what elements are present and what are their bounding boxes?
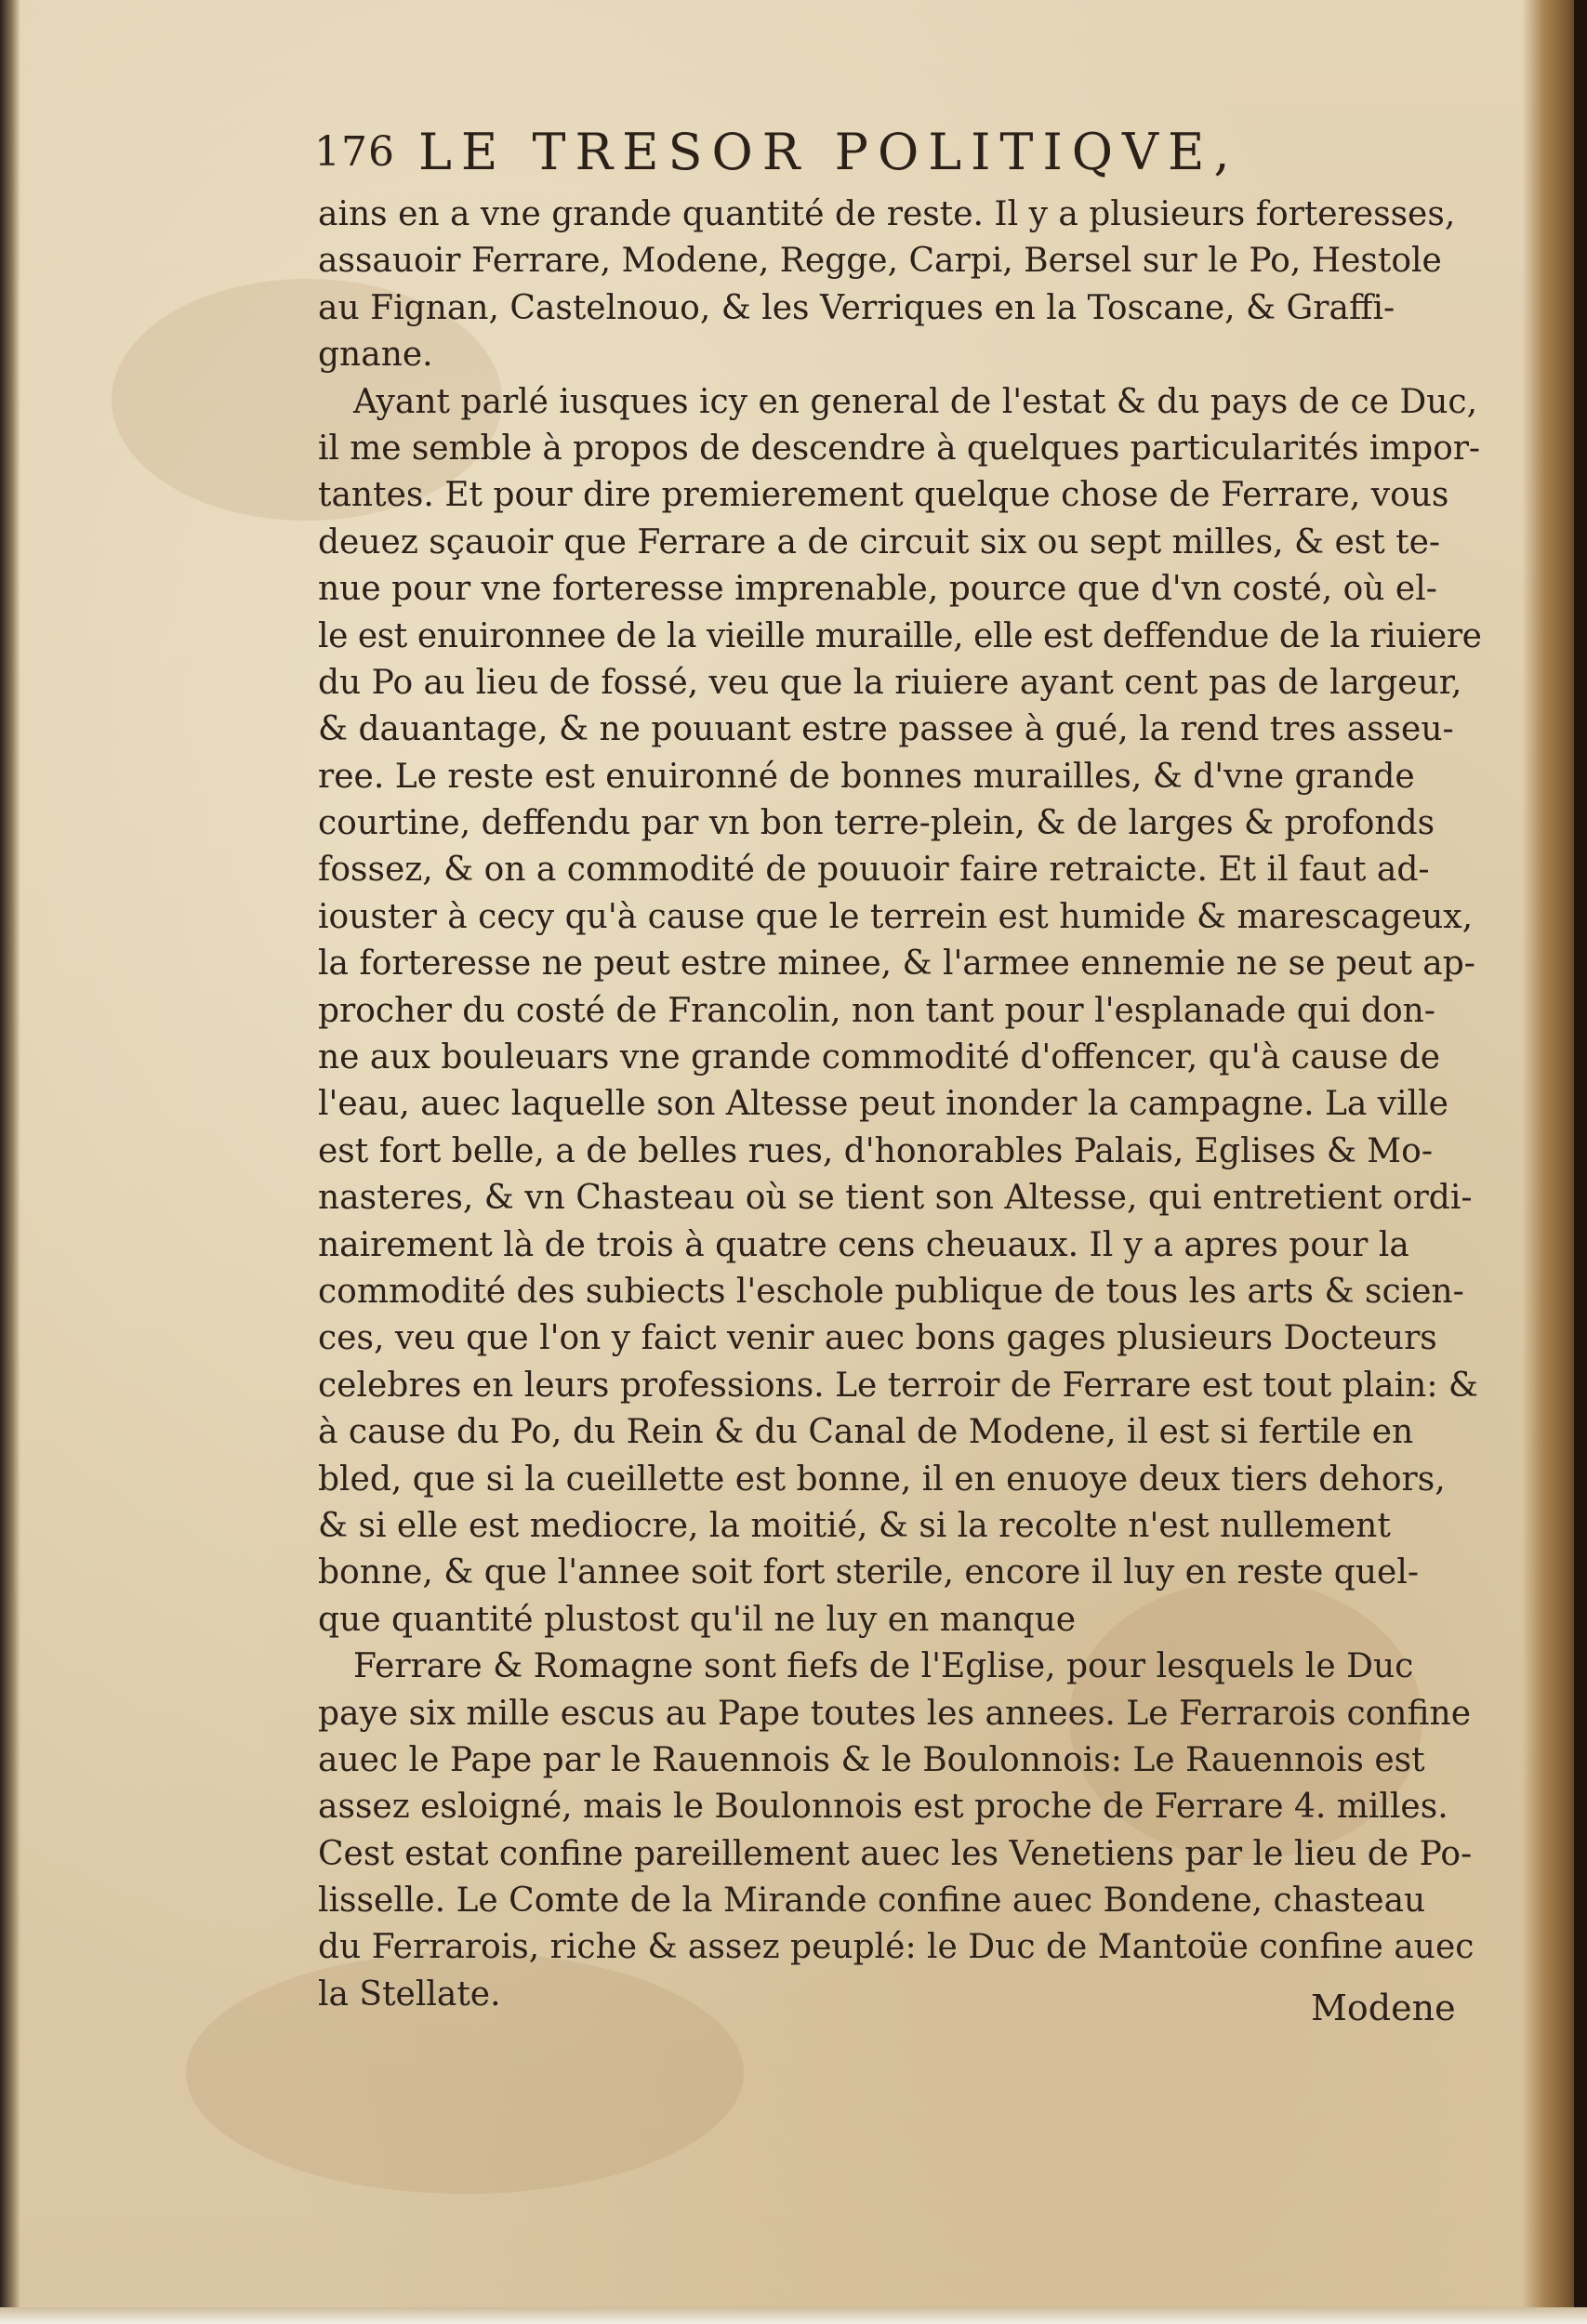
text-line: du Ferrarois, riche & assez peuplé: le Duc de Mantoüe confine auec [318,1928,1475,1967]
text-line: au Fignan, Castelnouo, & les Verriques en la Toscane, & Graffi- [318,288,1395,327]
page-header [314,123,1328,188]
text-line: celebres en leurs professions. Le terroir de Ferrare est tout plain: & [318,1366,1478,1405]
text-line: nairement là de trois à quatre cens cheuaux. Il y a apres pour la [318,1225,1409,1264]
running-title: LE TRESOR POLITIQVE, [418,123,1239,181]
text-line: courtine, deffendu par vn bon terre-plein, & de larges & profonds [318,804,1435,843]
text-line: ree. Le reste est enuironné de bonnes murailles, & d'vne grande [318,757,1415,796]
page-edge-border [1574,0,1587,2324]
text-line: nasteres, & vn Chasteau où se tient son Altesse, qui entretient ordi- [318,1179,1473,1218]
text-line: bled, que si la cueillette est bonne, il en enuoye deux tiers dehors, [318,1459,1446,1499]
text-line: ces, veu que l'on y faict venir auec bons gages plusieurs Docteurs [318,1319,1437,1358]
text-line: procher du costé de Francolin, non tant pour l'esplanade qui don- [318,991,1435,1030]
text-line: bonne, & que l'annee soit fort sterile, encore il luy en reste quel- [318,1553,1419,1592]
text-line: & dauantage, & ne pouuant estre passee à gué, la rend tres asseu- [318,710,1454,749]
text-line: deuez sçauoir que Ferrare a de circuit six ou sept milles, & est te- [318,522,1441,561]
text-line: & si elle est mediocre, la moitié, & si la recolte n'est nullement [318,1506,1391,1545]
text-line: la Stellate. [318,1974,501,2014]
text-line: auec le Pape par le Rauennois & le Boulonnois: Le Rauennois est [318,1740,1425,1779]
text-line: ne aux bouleuars vne grande commodité d'offencer, qu'à cause de [318,1038,1441,1077]
text-line: que quantité plustost qu'il ne luy en manque [318,1600,1077,1639]
text-line: la forteresse ne peut estre minee, & l'armee ennemie ne se peut ap- [318,944,1475,984]
paragraph-start-line: Ferrare & Romagne sont fiefs de l'Eglise, pour lesquels le Duc [353,1647,1414,1686]
page-number: 176 [314,128,395,176]
page-gutter-shadow [0,0,20,2324]
text-line: ains en a vne grande quantité de reste. Il y a plusieurs forteresses, [318,195,1456,233]
text-line: paye six mille escus au Pape toutes les annees. Le Ferrarois confine [318,1694,1471,1733]
text-line: gnane. [318,336,433,375]
text-line: le est enuironnee de la vieille muraille, elle est deffendue de la riuiere [318,616,1482,655]
text-line: à cause du Po, du Rein & du Canal de Modene, il est si fertile en [318,1413,1414,1452]
text-line: assez esloigné, mais le Boulonnois est proche de Ferrare 4. milles. [318,1788,1448,1827]
text-line: fossez, & on a commodité de pouuoir faire retraicte. Et il faut ad- [318,851,1430,890]
page-bottom-edge [0,2307,1587,2324]
text-line: il me semble à propos de descendre à quelques particularités impor- [318,429,1480,468]
paragraph-start-line: Ayant parlé iusques icy en general de l'estat & du pays de ce Duc, [353,382,1478,421]
catchword: Modene [1311,1987,1456,2028]
body-text [318,191,1480,2018]
text-line: Cest estat confine pareillement auec les Venetiens par le lieu de Po- [318,1834,1473,1873]
text-line: est fort belle, a de belles rues, d'honorables Palais, Eglises & Mo- [318,1131,1434,1170]
text-line: iouster à cecy qu'à cause que le terrein est humide & marescageux, [318,897,1474,936]
text-line: commodité des subiects l'eschole publique de tous les arts & scien- [318,1272,1464,1311]
text-line: assauoir Ferrare, Modene, Regge, Carpi, Bersel sur le Po, Hestole [318,242,1442,281]
text-line: tantes. Et pour dire premierement quelque chose de Ferrare, vous [318,476,1449,515]
text-line: lisselle. Le Comte de la Mirande confine auec Bondene, chasteau [318,1882,1426,1921]
text-line: l'eau, auec laquelle son Altesse peut inonder la campagne. La ville [318,1085,1448,1124]
text-line: du Po au lieu de fossé, veu que la riuiere ayant cent pas de largeur, [318,663,1462,702]
text-line: nue pour vne forteresse imprenable, pource que d'vn costé, où el- [318,570,1437,609]
